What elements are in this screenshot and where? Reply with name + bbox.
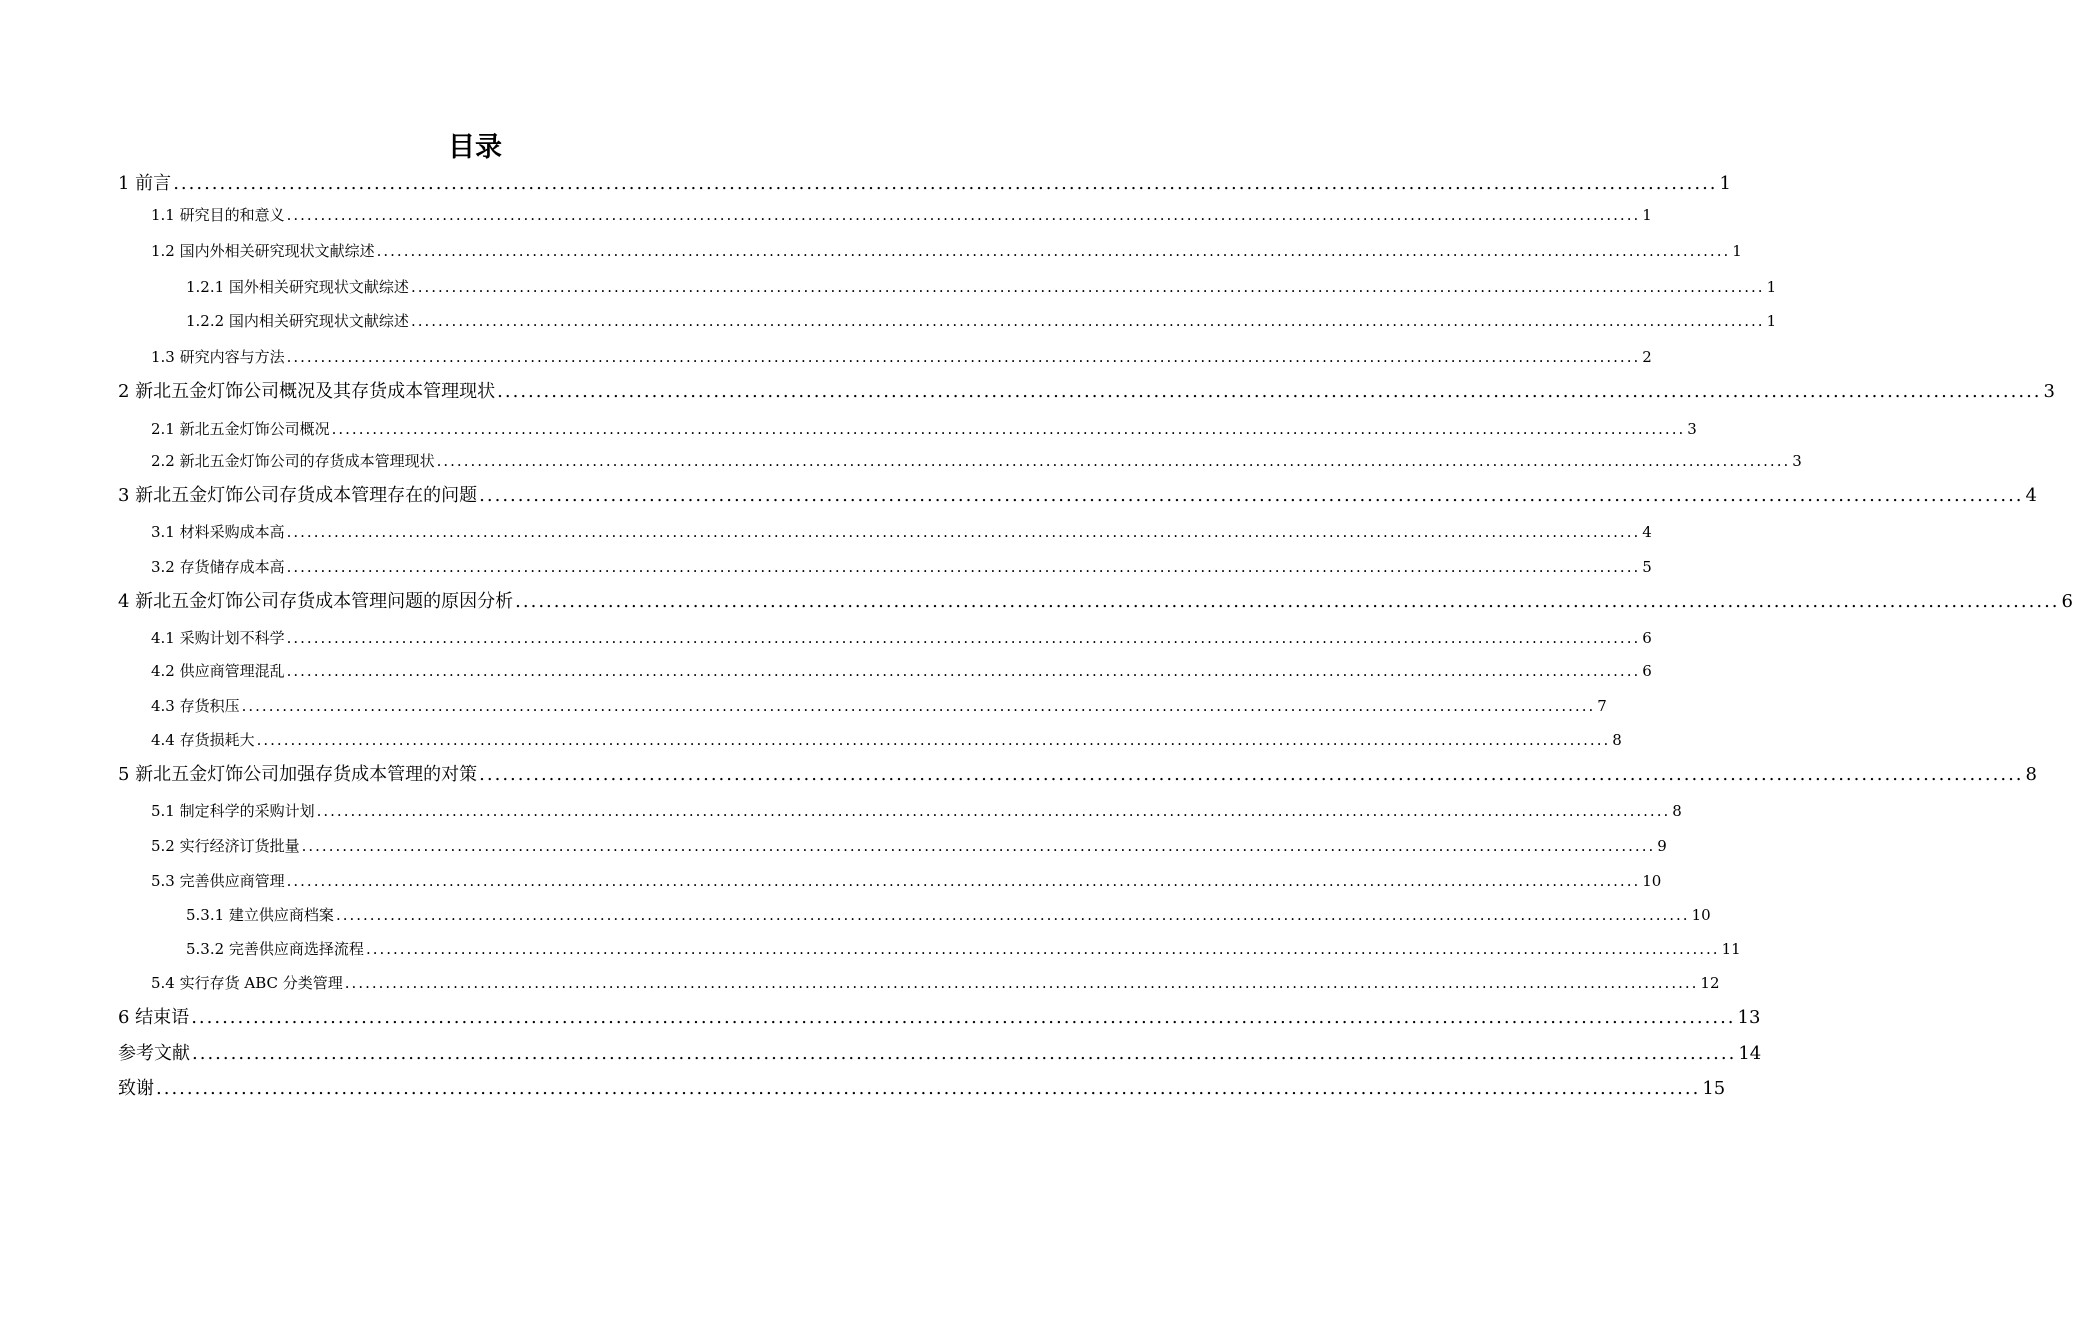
toc-leader-dots: ........................................................................................................................................................................................................ bbox=[256, 731, 1611, 749]
toc-entry-label: 4.2 供应商管理混乱 bbox=[151, 662, 285, 680]
toc-leader-dots: ........................................................................................................................................................................................................ bbox=[286, 206, 1641, 224]
toc-entry-page: 4 bbox=[2025, 485, 2037, 506]
toc-leader-dots: ........................................................................................................................................................................................................ bbox=[191, 1007, 1736, 1028]
toc-entry-label: 4.4 存货损耗大 bbox=[151, 731, 255, 749]
toc-entry[interactable] bbox=[151, 868, 1662, 894]
toc-entry-label: 5.3.1 建立供应商档案 bbox=[186, 906, 334, 924]
toc-entry-page: 13 bbox=[1737, 1007, 1761, 1028]
toc-entry-page: 1 bbox=[1642, 206, 1652, 224]
toc-entry-label: 1.2 国内外相关研究现状文献综述 bbox=[151, 242, 375, 260]
toc-entry-label: 1.2.1 国外相关研究现状文献综述 bbox=[186, 278, 409, 296]
toc-entry[interactable] bbox=[118, 761, 2037, 789]
toc-entry-page: 9 bbox=[1657, 837, 1667, 855]
toc-entry-page: 6 bbox=[1642, 629, 1652, 647]
toc-entry-page: 1 bbox=[1766, 312, 1777, 330]
toc-entry-label: 3 新北五金灯饰公司存货成本管理存在的问题 bbox=[118, 485, 478, 506]
toc-entry[interactable] bbox=[118, 588, 2073, 616]
toc-entry-label: 6 结束语 bbox=[118, 1007, 190, 1028]
toc-entry-page: 6 bbox=[1642, 662, 1652, 680]
toc-entry-label: 5.3 完善供应商管理 bbox=[151, 872, 285, 890]
toc-entry-label: 5.4 实行存货 ABC 分类管理 bbox=[151, 974, 343, 992]
toc-entry[interactable] bbox=[151, 344, 1652, 370]
toc-entry-page: 10 bbox=[1642, 872, 1662, 890]
toc-entry-label: 5.3.2 完善供应商选择流程 bbox=[186, 940, 364, 958]
toc-entry-page: 2 bbox=[1642, 348, 1652, 366]
toc-entry-label: 5.2 实行经济订货批量 bbox=[151, 837, 300, 855]
toc-leader-dots: ........................................................................................................................................................................................................ bbox=[376, 242, 1731, 260]
toc-leader-dots: ........................................................................................................................................................................................................ bbox=[286, 523, 1641, 541]
toc-entry-page: 1 bbox=[1766, 278, 1777, 296]
toc-leader-dots: ........................................................................................................................................................................................................ bbox=[497, 381, 2042, 402]
toc-leader-dots: ........................................................................................................................................................................................................ bbox=[241, 697, 1596, 715]
toc-entry-label: 致谢 bbox=[118, 1078, 154, 1099]
toc-entry[interactable] bbox=[151, 448, 1802, 474]
toc-entry[interactable] bbox=[151, 970, 1720, 996]
toc-entry[interactable] bbox=[118, 482, 2037, 510]
toc-entry-label: 4.3 存货积压 bbox=[151, 697, 240, 715]
toc-entry-page: 5 bbox=[1642, 558, 1652, 576]
toc-entry[interactable] bbox=[151, 833, 1667, 859]
toc-entry-page: 7 bbox=[1597, 697, 1607, 715]
toc-entry-label: 1 前言 bbox=[118, 173, 172, 194]
toc-entry-page: 3 bbox=[2043, 381, 2055, 402]
toc-leader-dots: ........................................................................................................................................................................................................ bbox=[410, 278, 1765, 296]
toc-entry-label: 1.2.2 国内相关研究现状文献综述 bbox=[186, 312, 409, 330]
toc-entry[interactable] bbox=[118, 1040, 1762, 1068]
toc-entry-label: 4.1 采购计划不科学 bbox=[151, 629, 285, 647]
toc-entry-page: 6 bbox=[2061, 591, 2073, 612]
toc-leader-dots: ........................................................................................................................................................................................................ bbox=[286, 662, 1641, 680]
toc-title: 目录 bbox=[448, 132, 502, 163]
toc-leader-dots: ........................................................................................................................................................................................................ bbox=[156, 1078, 1701, 1099]
toc-leader-dots: ........................................................................................................................................................................................................ bbox=[286, 558, 1641, 576]
toc-leader-dots: ........................................................................................................................................................................................................ bbox=[365, 940, 1720, 958]
toc-entry-page: 3 bbox=[1687, 420, 1697, 438]
toc-entry[interactable] bbox=[186, 274, 1777, 300]
toc-entry-page: 10 bbox=[1691, 906, 1711, 924]
toc-entry[interactable] bbox=[151, 658, 1652, 684]
toc-leader-dots: ........................................................................................................................................................................................................ bbox=[410, 312, 1765, 330]
toc-leader-dots: ........................................................................................................................................................................................................ bbox=[286, 348, 1641, 366]
toc-leader-dots: ........................................................................................................................................................................................................ bbox=[286, 872, 1641, 890]
toc-entry[interactable] bbox=[151, 202, 1652, 228]
toc-entry-label: 2 新北五金灯饰公司概况及其存货成本管理现状 bbox=[118, 381, 496, 402]
toc-entry[interactable] bbox=[151, 798, 1682, 824]
toc-entry[interactable] bbox=[151, 416, 1697, 442]
toc-entry-label: 5.1 制定科学的采购计划 bbox=[151, 802, 315, 820]
toc-entry[interactable] bbox=[118, 378, 2055, 406]
toc-entry[interactable] bbox=[186, 902, 1711, 928]
toc-entry-label: 5 新北五金灯饰公司加强存货成本管理的对策 bbox=[118, 764, 478, 785]
toc-leader-dots: ........................................................................................................................................................................................................ bbox=[344, 974, 1699, 992]
toc-entry-label: 参考文献 bbox=[118, 1043, 190, 1064]
toc-leader-dots: ........................................................................................................................................................................................................ bbox=[192, 1043, 1737, 1064]
toc-entry-page: 14 bbox=[1738, 1043, 1762, 1064]
toc-entry[interactable] bbox=[151, 693, 1607, 719]
toc-entry[interactable] bbox=[186, 308, 1777, 334]
toc-entry-page: 1 bbox=[1732, 242, 1742, 260]
toc-entry-label: 3.2 存货储存成本高 bbox=[151, 558, 285, 576]
toc-entry[interactable] bbox=[151, 625, 1652, 651]
toc-entry-page: 11 bbox=[1721, 940, 1741, 958]
toc-leader-dots: ........................................................................................................................................................................................................ bbox=[479, 485, 2024, 506]
toc-entry-page: 1 bbox=[1719, 173, 1731, 194]
toc-entry-page: 4 bbox=[1642, 523, 1652, 541]
toc-entry-label: 2.2 新北五金灯饰公司的存货成本管理现状 bbox=[151, 452, 435, 470]
toc-entry-label: 1.1 研究目的和意义 bbox=[151, 206, 285, 224]
toc-entry-page: 15 bbox=[1702, 1078, 1726, 1099]
toc-entry[interactable] bbox=[151, 238, 1742, 264]
toc-leader-dots: ........................................................................................................................................................................................................ bbox=[301, 837, 1656, 855]
toc-leader-dots: ........................................................................................................................................................................................................ bbox=[515, 591, 2060, 612]
toc-entry-label: 1.3 研究内容与方法 bbox=[151, 348, 285, 366]
toc-entry-page: 8 bbox=[1612, 731, 1622, 749]
toc-entry[interactable] bbox=[151, 519, 1652, 545]
toc-leader-dots: ........................................................................................................................................................................................................ bbox=[316, 802, 1671, 820]
toc-leader-dots: ........................................................................................................................................................................................................ bbox=[331, 420, 1686, 438]
toc-leader-dots: ........................................................................................................................................................................................................ bbox=[335, 906, 1690, 924]
toc-entry[interactable] bbox=[186, 936, 1741, 962]
toc-entry-page: 3 bbox=[1792, 452, 1802, 470]
toc-entry-page: 12 bbox=[1700, 974, 1720, 992]
toc-entry[interactable] bbox=[118, 170, 1731, 198]
toc-entry-page: 8 bbox=[1672, 802, 1682, 820]
toc-entry-label: 4 新北五金灯饰公司存货成本管理问题的原因分析 bbox=[118, 591, 514, 612]
toc-leader-dots: ........................................................................................................................................................................................................ bbox=[286, 629, 1641, 647]
toc-entry[interactable] bbox=[151, 727, 1622, 753]
toc-entry[interactable] bbox=[118, 1075, 1726, 1103]
toc-entry[interactable] bbox=[118, 1004, 1761, 1032]
toc-entry-page: 8 bbox=[2025, 764, 2037, 785]
toc-entry-label: 2.1 新北五金灯饰公司概况 bbox=[151, 420, 330, 438]
toc-leader-dots: ........................................................................................................................................................................................................ bbox=[479, 764, 2024, 785]
toc-leader-dots: ........................................................................................................................................................................................................ bbox=[436, 452, 1791, 470]
toc-entry[interactable] bbox=[151, 554, 1652, 580]
toc-entry-label: 3.1 材料采购成本高 bbox=[151, 523, 285, 541]
toc-leader-dots: ........................................................................................................................................................................................................ bbox=[173, 173, 1718, 194]
